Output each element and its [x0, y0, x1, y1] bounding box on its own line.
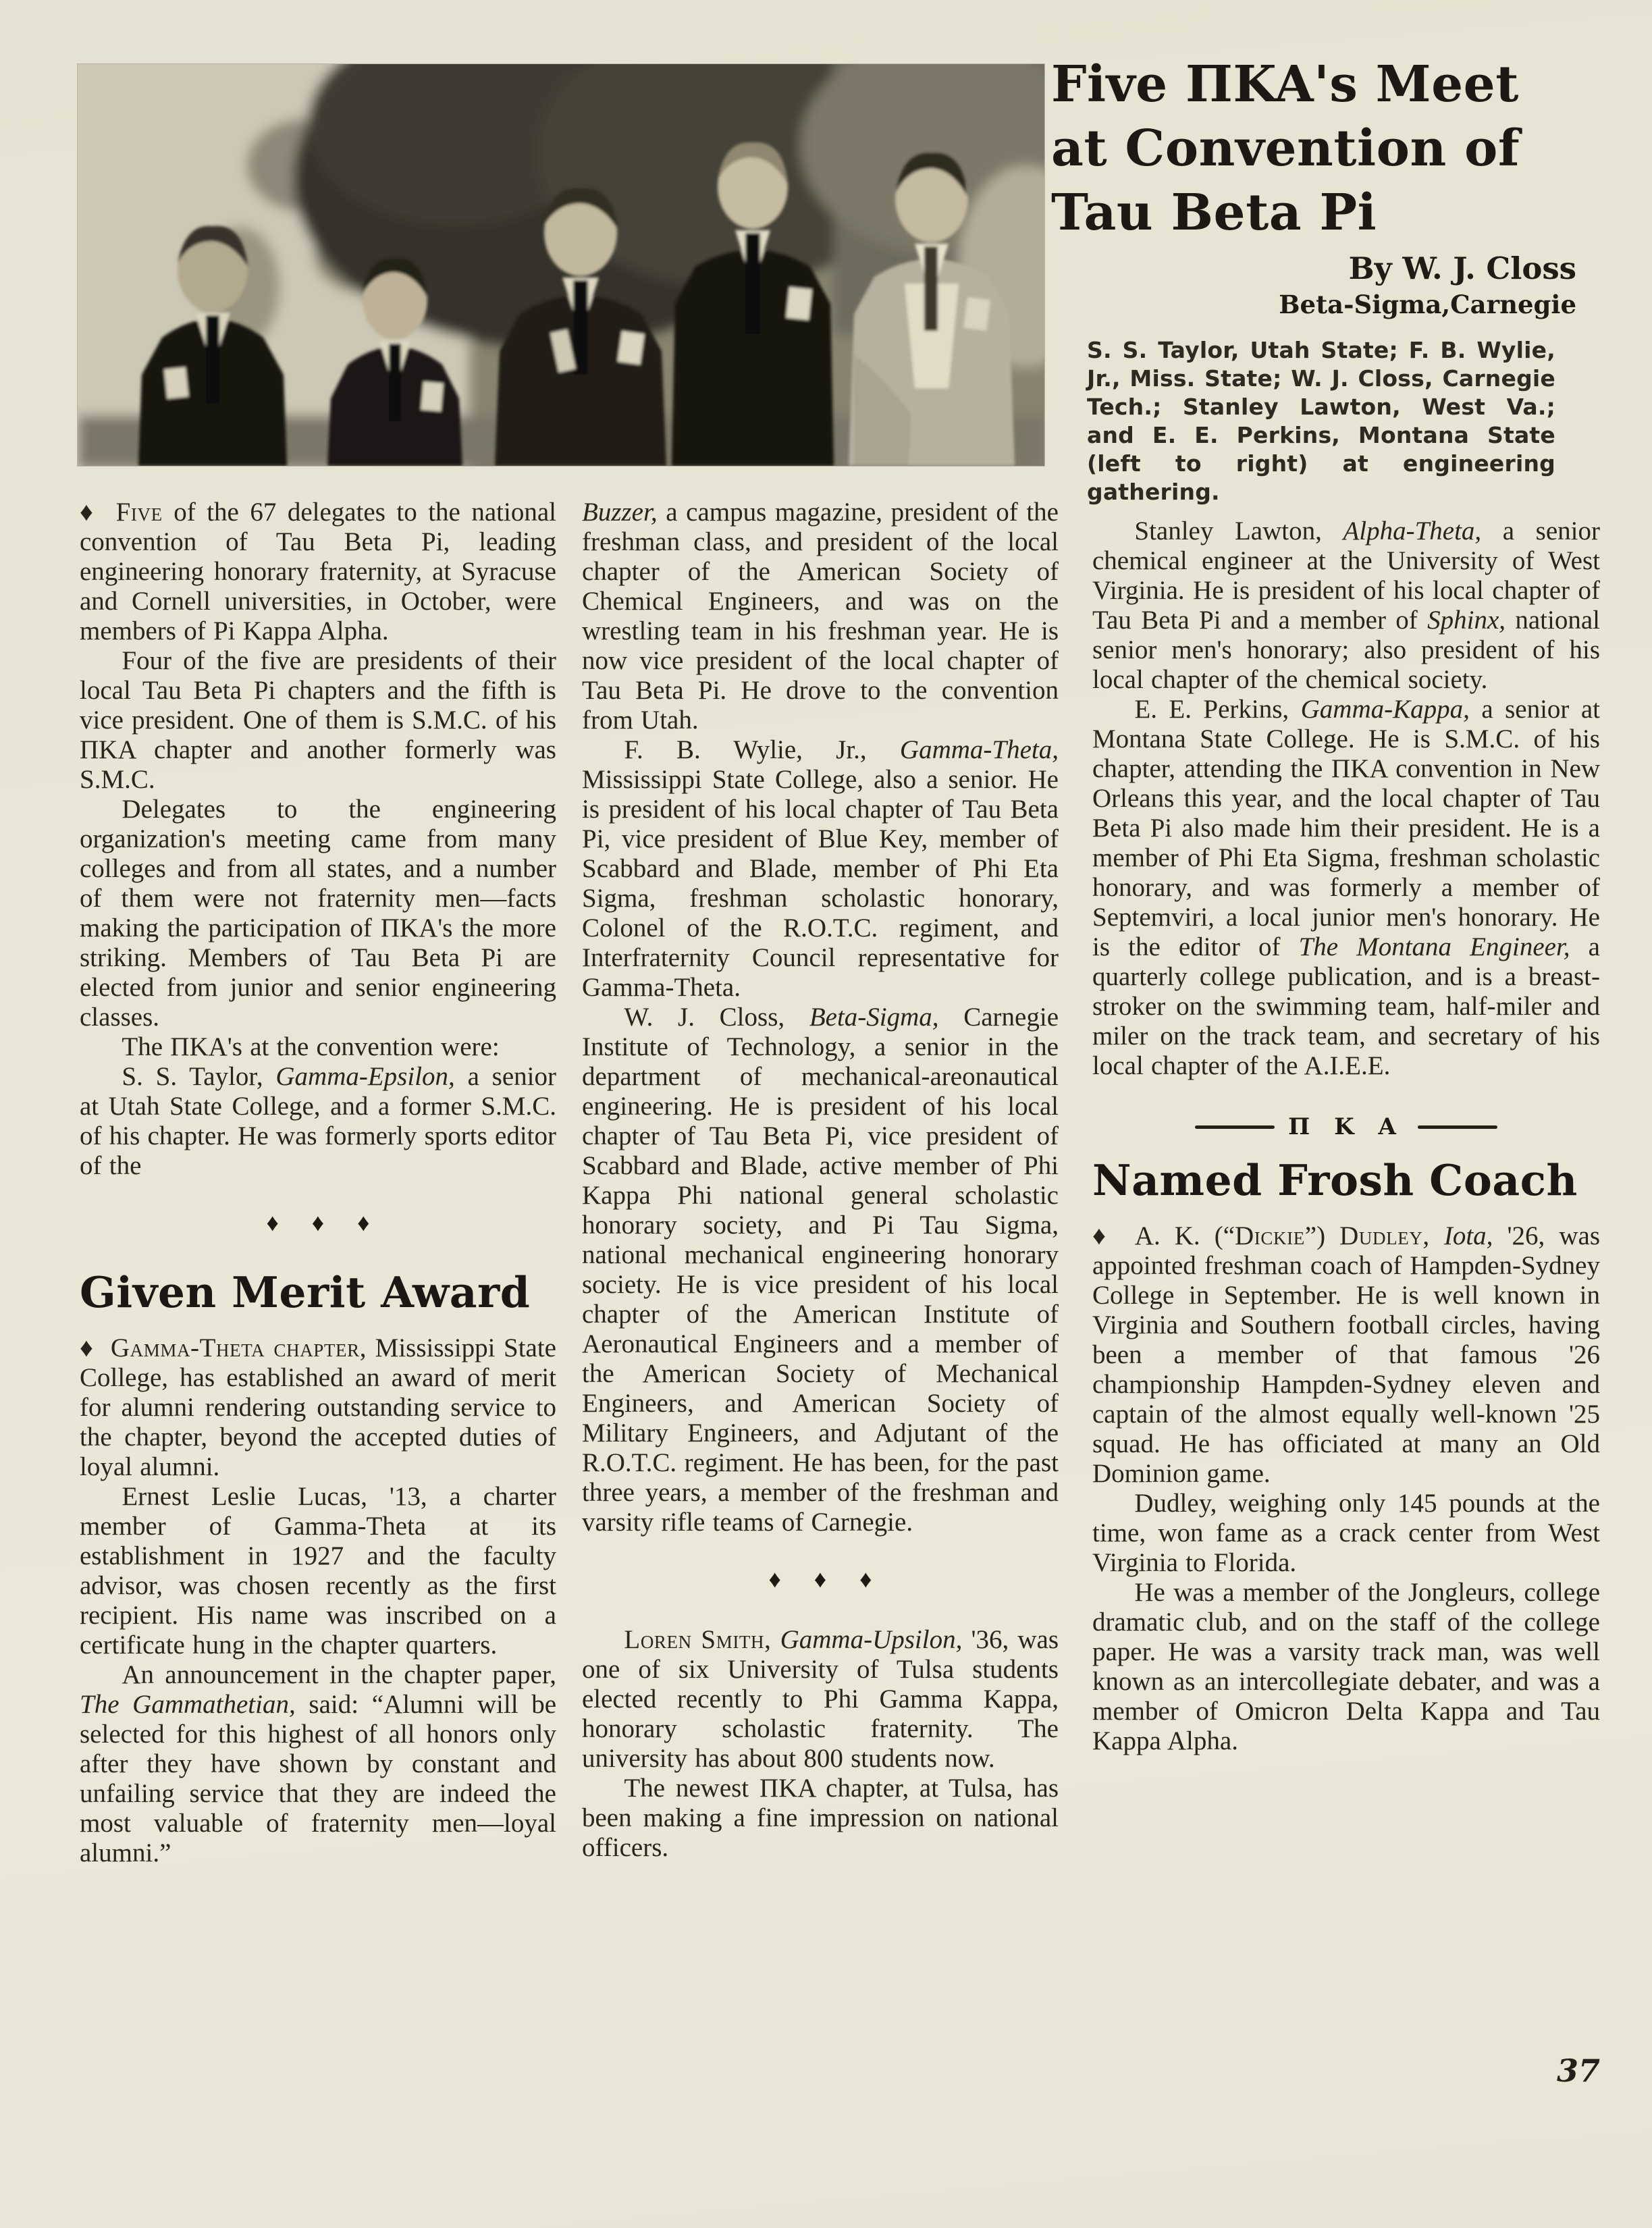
byline: By W. J. Closs: [1348, 250, 1576, 286]
paragraph: ♦ Five of the 67 delegates to the national convention of Tau Beta Pi, leading engineering honorary fraternity, at Syracuse and Cornell universities, in October, were members of Pi Kappa Alpha.: [80, 498, 556, 645]
column-1: [80, 498, 556, 1868]
paragraph: Four of the five are presidents of their local Tau Beta Pi chapters and the fifth is vice president. One of them is S.M.C. of his ΠKA chapter and another formerly was S.M.C.: [80, 646, 556, 794]
paragraph: Delegates to the engineering organization's meeting came from many colleges and from all states, and a number of them were not fraternity men—facts making the participation of ΠKA's the more striking. Members of Tau Beta Pi are elected from junior and senior engineering classes.: [80, 795, 556, 1032]
paragraph: Loren Smith, Gamma-Upsilon, '36, was one of six University of Tulsa students elected recently to Phi Gamma Kappa, honorary scholastic fraternity. The university has about 800 students now.: [582, 1625, 1059, 1773]
headline-line-2: at Convention of: [1051, 120, 1520, 178]
headline-line-1: Five ΠKA's Meet: [1051, 55, 1519, 113]
section-heading-merit-award: Given Merit Award: [80, 1267, 531, 1317]
paragraph: W. J. Closs, Beta-Sigma, Carnegie Institute of Technology, a senior in the department of mechanical-areonautical engineering. He is president of his local chapter of Tau Beta Pi, vice president of Scabbard and Blade, active member of Phi Kappa Phi national general scholastic honorary society, and Pi Tau Sigma, national mechanical engineering honorary society. He is vice president of his local chapter of the American Institute of Aeronautical Engineers and a member of the American Society of Mechanical Engineers, and American Society of Military Engineers, and Adjutant of the R.O.T.C. regiment. He has been, for the past three years, a member of the freshman and varsity rifle teams of Carnegie.: [582, 1003, 1059, 1537]
pika-rule-divider: [1092, 1112, 1600, 1142]
byline-block: [1051, 251, 1576, 320]
paragraph: E. E. Perkins, Gamma-Kappa, a senior at Montana State College. He is S.M.C. of his chapter, attending the ΠKA convention in New Orleans this year, and the local chapter of Tau Beta Pi also made him their president. He is a member of Phi Eta Sigma, freshman scholastic honorary, and was formerly a member of Septemviri, a local junior men's honorary. He is the editor of The Montana Engineer, a quarterly college publication, and is a breast-stroker on the swimming team, half-miler and miler on the track team, and secretary of his local chapter of the A.I.E.E.: [1092, 695, 1601, 1080]
article-headline: [1051, 53, 1591, 245]
convention-photo: [78, 64, 1044, 466]
divider-rule-right: [1418, 1125, 1497, 1129]
photo-caption: S. S. Taylor, Utah State; F. B. Wylie, Jr., Miss. State; W. J. Closs, Carnegie Tech.; Stanley Lawton, West Va.; and E. E. Perkins, Montana State (left to right) at engineering gathering.: [1087, 337, 1555, 505]
paragraph: Ernest Leslie Lucas, '13, a charter member of Gamma-Theta at its establishment in 1927 and the faculty advisor, was chosen recently as the first recipient. His name was inscribed on a certificate hung in the chapter quarters.: [80, 1482, 556, 1660]
headline-line-3: Tau Beta Pi: [1051, 184, 1377, 242]
byline-chapter: Beta-Sigma,Carnegie: [1279, 290, 1576, 319]
paragraph: He was a member of the Jongleurs, college dramatic club, and on the staff of the college paper. He was a varsity track man, was well known as an intercollegiate debater, and was a member of Omicron Delta Kappa and Tau Kappa Alpha.: [1092, 1578, 1600, 1755]
paragraph: Dudley, weighing only 145 pounds at the time, won fame as a crack center from West Virginia to Florida.: [1092, 1489, 1600, 1577]
page-number: 37: [1556, 2052, 1600, 2089]
paragraph: The ΠKA's at the convention were:: [122, 1032, 500, 1061]
paragraph: Stanley Lawton, Alpha-Theta, a senior chemical engineer at the University of West Virginia. He is president of his local chapter of Tau Beta Pi and a member of Sphinx, national senior men's honorary; also president of his local chapter of the chemical society.: [1092, 516, 1600, 694]
section-heading-frosh-coach: Named Frosh Coach: [1092, 1155, 1578, 1205]
paragraph: An announcement in the chapter paper, The Gammathetian, said: “Alumni will be selected for this highest of all honors only after they have shown by constant and unfailing service that they are indeed the most valuable of fraternity men—loyal alumni.”: [80, 1660, 557, 1867]
photo-illustration: [78, 64, 1044, 466]
divider-rule-left: [1195, 1125, 1275, 1129]
section-divider-diamonds: ♦ ♦ ♦: [768, 1566, 872, 1593]
paragraph: S. S. Taylor, Gamma-Epsilon, a senior at Utah State College, and a former S.M.C. of his chapter. He was formerly sports editor of the: [80, 1062, 556, 1180]
paragraph: F. B. Wylie, Jr., Gamma-Theta, Mississippi State College, also a senior. He is president of his local chapter of Tau Beta Pi, vice president of Blue Key, member of Scabbard and Blade, member of Phi Eta Sigma, freshman scholastic honorary, Colonel of the R.O.T.C. regiment, and Interfraternity Council representative for Gamma-Theta.: [582, 735, 1059, 1002]
column-2: [582, 498, 1059, 1863]
paragraph: ♦ A. K. (“Dickie”) Dudley, Iota, '26, was appointed freshman coach of Hampden-Sydney College in September. He is well known in Virginia and Southern football circles, having been a member of that famous '26 championship Hampden-Sydney eleven and captain of the almost equally well-known '25 squad. He has officiated at many an Old Dominion game.: [1092, 1221, 1600, 1488]
pika-divider-label: Π K A: [1288, 1113, 1404, 1140]
paragraph: The newest ΠKA chapter, at Tulsa, has been making a fine impression on national officers.: [582, 1774, 1059, 1862]
column-3: [1092, 516, 1600, 1756]
section-divider-diamonds: ♦ ♦ ♦: [266, 1209, 370, 1236]
paragraph: Buzzer, a campus magazine, president of the freshman class, and president of the local chapter of the American Society of Chemical Engineers, and was on the wrestling team in his freshman year. He is now vice president of the local chapter of Tau Beta Pi. He drove to the convention from Utah.: [582, 498, 1059, 735]
paragraph: ♦ Gamma-Theta chapter, Mississippi State College, has established an award of merit for alumni rendering outstanding service to the chapter, beyond the accepted duties of loyal alumni.: [80, 1333, 556, 1481]
